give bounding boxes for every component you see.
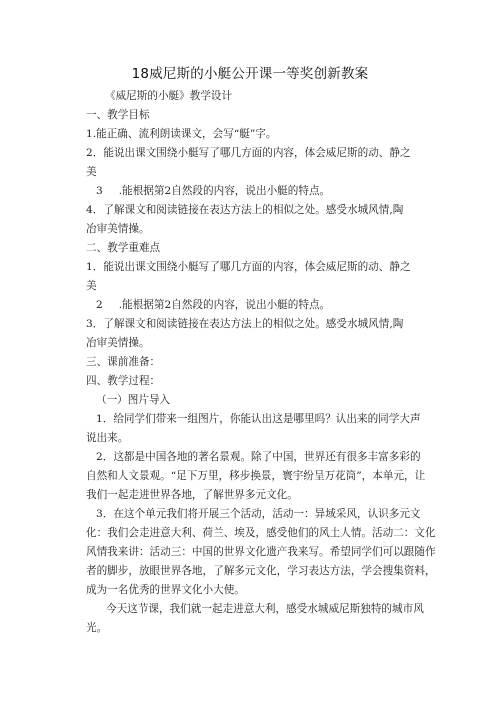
section-heading-key-points: 二、教学重难点 bbox=[86, 242, 161, 254]
document-title: 18威尼斯的小艇公开课一等奖创新教案 bbox=[131, 66, 369, 82]
section-heading-objectives: 一、教学目标 bbox=[86, 109, 150, 121]
key-point-item-3-line-2: 冶审美情操。 bbox=[86, 337, 150, 349]
objective-item-4-line-1: 4．了解课文和阅读链接在表达方法上的相似之处。感受水城风情,陶 bbox=[86, 204, 404, 216]
objective-item-3-text: .能根据第2自然段的内容，说出小艇的特点。 bbox=[118, 185, 331, 197]
key-point-item-2-text: .能根据第2自然段的内容，说出小艇的特点。 bbox=[118, 299, 331, 311]
process-paragraph-1-line-2: 说出来。 bbox=[86, 432, 129, 444]
key-point-item-2-number: 2 bbox=[96, 299, 103, 311]
section-heading-preparation: 三、课前准备： bbox=[86, 356, 161, 368]
process-subheading-1: （一）图片导入 bbox=[96, 394, 171, 406]
process-paragraph-2-line-3: 我们一起走进世界各地，了解世界多元文化。 bbox=[86, 489, 298, 501]
key-point-item-1-line-2: 美 bbox=[86, 280, 97, 292]
process-paragraph-4-line-2: 光。 bbox=[86, 622, 108, 634]
objective-item-2-line-1: 2．能说出课文围绕小艇写了哪几方面的内容，体会威尼斯的动、静之 bbox=[86, 147, 411, 159]
key-point-item-3-line-1: 3．了解课文和阅读链接在表达方法上的相似之处。感受水城风情,陶 bbox=[86, 318, 404, 330]
objective-item-3 bbox=[96, 184, 330, 198]
process-paragraph-1-line-1: 1．给同学们带来一组图片，你能认出这是哪里吗？认出来的同学大声 bbox=[96, 413, 421, 425]
document-subtitle: 《威尼斯的小艇》教学设计 bbox=[105, 90, 233, 102]
process-paragraph-4-line-1: 今天这节课，我们就一起走进意大利，感受水城威尼斯独特的城市风 bbox=[106, 603, 424, 615]
key-point-item-2 bbox=[96, 298, 330, 312]
process-paragraph-3-line-3: 风情我来讲：活动三：中国的世界文化遗产我来写。希望同学们可以跟随作 bbox=[86, 546, 436, 558]
process-paragraph-3-line-1: 3．在这个单元我们将开展三个活动，活动一：异域采风，认识多元文 bbox=[96, 508, 421, 520]
objective-item-3-number: 3 bbox=[96, 185, 103, 197]
process-paragraph-2-line-1: 2．这都是中国各地的著名景观。除了中国，世界还有很多丰富多彩的 bbox=[96, 451, 421, 463]
process-paragraph-3-line-5: 成为一名优秀的世界文化小大使。 bbox=[86, 584, 245, 596]
key-point-item-1-line-1: 1．能说出课文围绕小艇写了哪几方面的内容，体会威尼斯的动、静之 bbox=[86, 261, 411, 273]
section-heading-process: 四、教学过程： bbox=[86, 375, 161, 387]
process-paragraph-3-line-4: 者的脚步，放眼世界各地，了解多元文化，学习表达方法，学会搜集资料， bbox=[86, 565, 436, 577]
process-paragraph-3-line-2: 化：我们会走进意大利、荷兰、埃及，感受他们的风土人情。活动二：文化 bbox=[86, 527, 436, 539]
objective-item-4-line-2: 冶审美情操。 bbox=[86, 223, 150, 235]
process-paragraph-2-line-2: 自然和人文景观。“足下万里，移步换景，寰宇纷呈万花筒”，本单元，让 bbox=[86, 470, 426, 482]
objective-item-1: 1.能正确、流利朗读课文，会写“艇”字。 bbox=[86, 128, 277, 140]
objective-item-2-line-2: 美 bbox=[86, 166, 97, 178]
